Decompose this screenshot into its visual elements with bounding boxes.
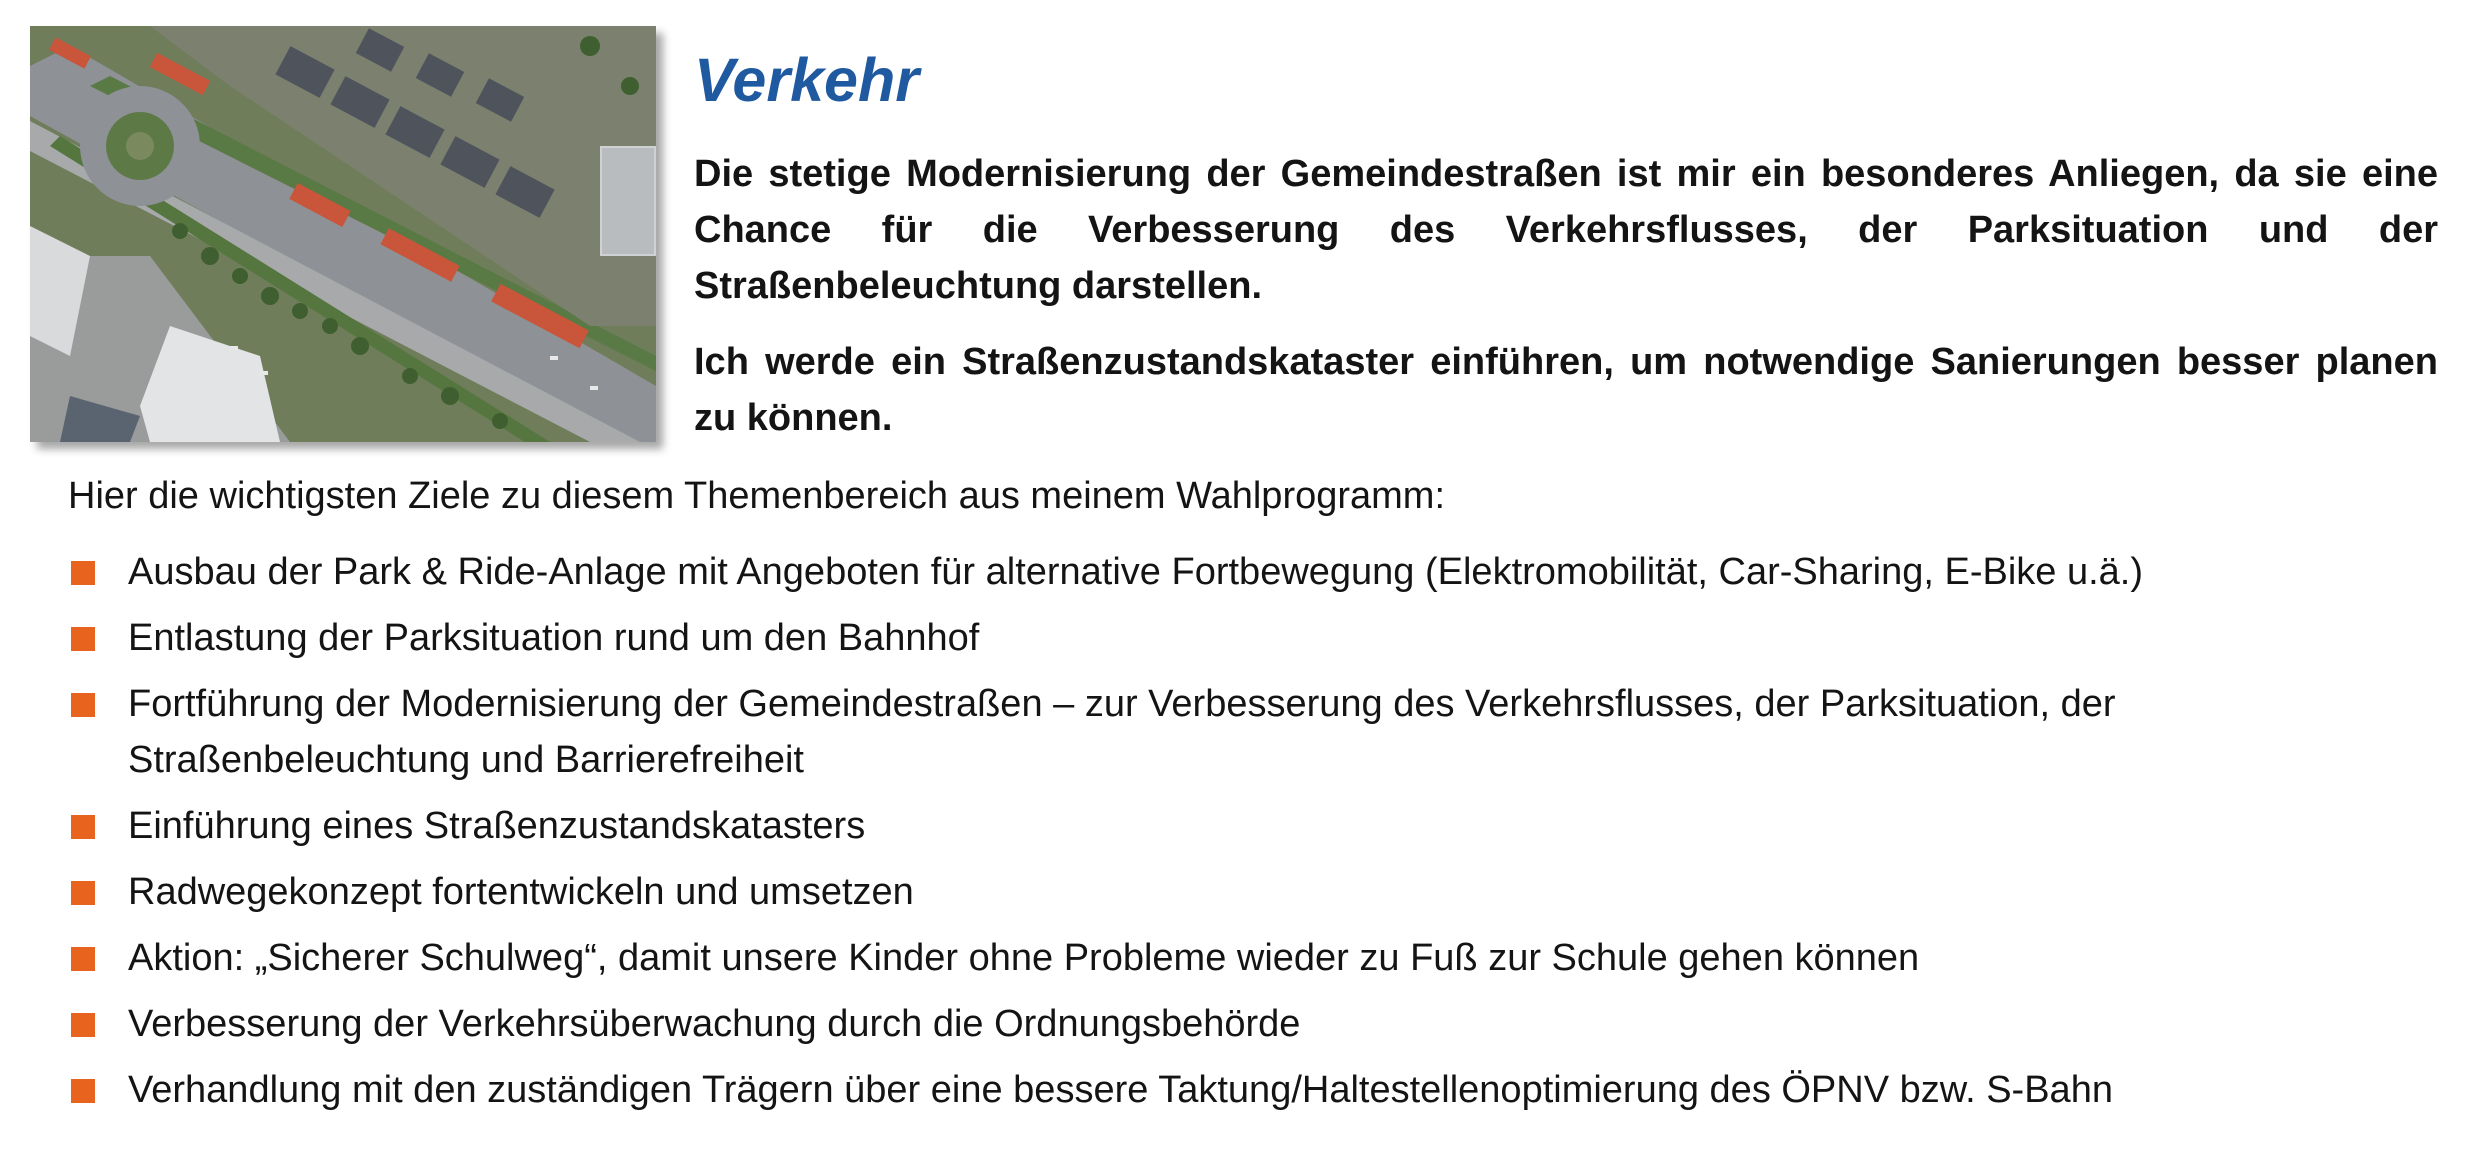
lead-paragraph: Die stetige Modernisierung der Gemeindestraßen ist mir ein besonderes Anliegen, da sie eine Chance für die Verbesserung des Verkehrsflusses, der Parksituation und der Straßenbeleuchtung darstellen. [694, 153, 2438, 307]
list-item-text: Verbesserung der Verkehrsüberwachung durch die Ordnungsbehörde [128, 1003, 1301, 1045]
list-item-text: Radwegekonzept fortentwickeln und umsetzen [128, 871, 914, 913]
aerial-town-photo-icon [30, 26, 656, 442]
list-item-text: Verhandlung mit den zuständigen Trägern über eine bessere Taktung/Haltestellenoptimierung des ÖPNV bzw. S-Bahn [128, 1069, 2113, 1111]
section-title: Verkehr [694, 46, 919, 114]
list-item [68, 544, 2448, 600]
list-item [68, 798, 2448, 854]
list-item-text: Fortführung der Modernisierung der Gemeindestraßen – zur Verbesserung des Verkehrsflusses, der Parksituation, der Straßenbeleuchtung und Barrierefreiheit [128, 683, 2116, 781]
list-item [68, 610, 2448, 666]
list-item-text: Entlastung der Parksituation rund um den Bahnhof [128, 617, 980, 659]
square-bullet-icon [71, 693, 95, 717]
square-bullet-icon [71, 561, 95, 585]
lead-paragraph: Ich werde ein Straßenzustandskataster einführen, um notwendige Sanierungen besser planen zu können. [694, 341, 2438, 439]
list-item [68, 676, 2448, 788]
aerial-photo [30, 26, 656, 442]
list-item-text: Einführung eines Straßenzustandskatasters [128, 805, 866, 847]
list-item [68, 930, 2448, 986]
list-item [68, 864, 2448, 920]
square-bullet-icon [71, 947, 95, 971]
square-bullet-icon [71, 881, 95, 905]
square-bullet-icon [71, 627, 95, 651]
goals-list [68, 544, 2448, 1128]
list-item [68, 996, 2448, 1052]
list-item-text: Ausbau der Park & Ride-Anlage mit Angeboten für alternative Fortbewegung (Elektromobilität, Car-Sharing, E-Bike u.ä.) [128, 551, 2144, 593]
square-bullet-icon [71, 815, 95, 839]
square-bullet-icon [71, 1079, 95, 1103]
list-item-text: Aktion: „Sicherer Schulweg“, damit unsere Kinder ohne Probleme wieder zu Fuß zur Schule gehen können [128, 937, 1920, 979]
square-bullet-icon [71, 1013, 95, 1037]
goals-intro: Hier die wichtigsten Ziele zu diesem Themenbereich aus meinem Wahlprogramm: [68, 475, 1446, 517]
list-item [68, 1062, 2448, 1118]
